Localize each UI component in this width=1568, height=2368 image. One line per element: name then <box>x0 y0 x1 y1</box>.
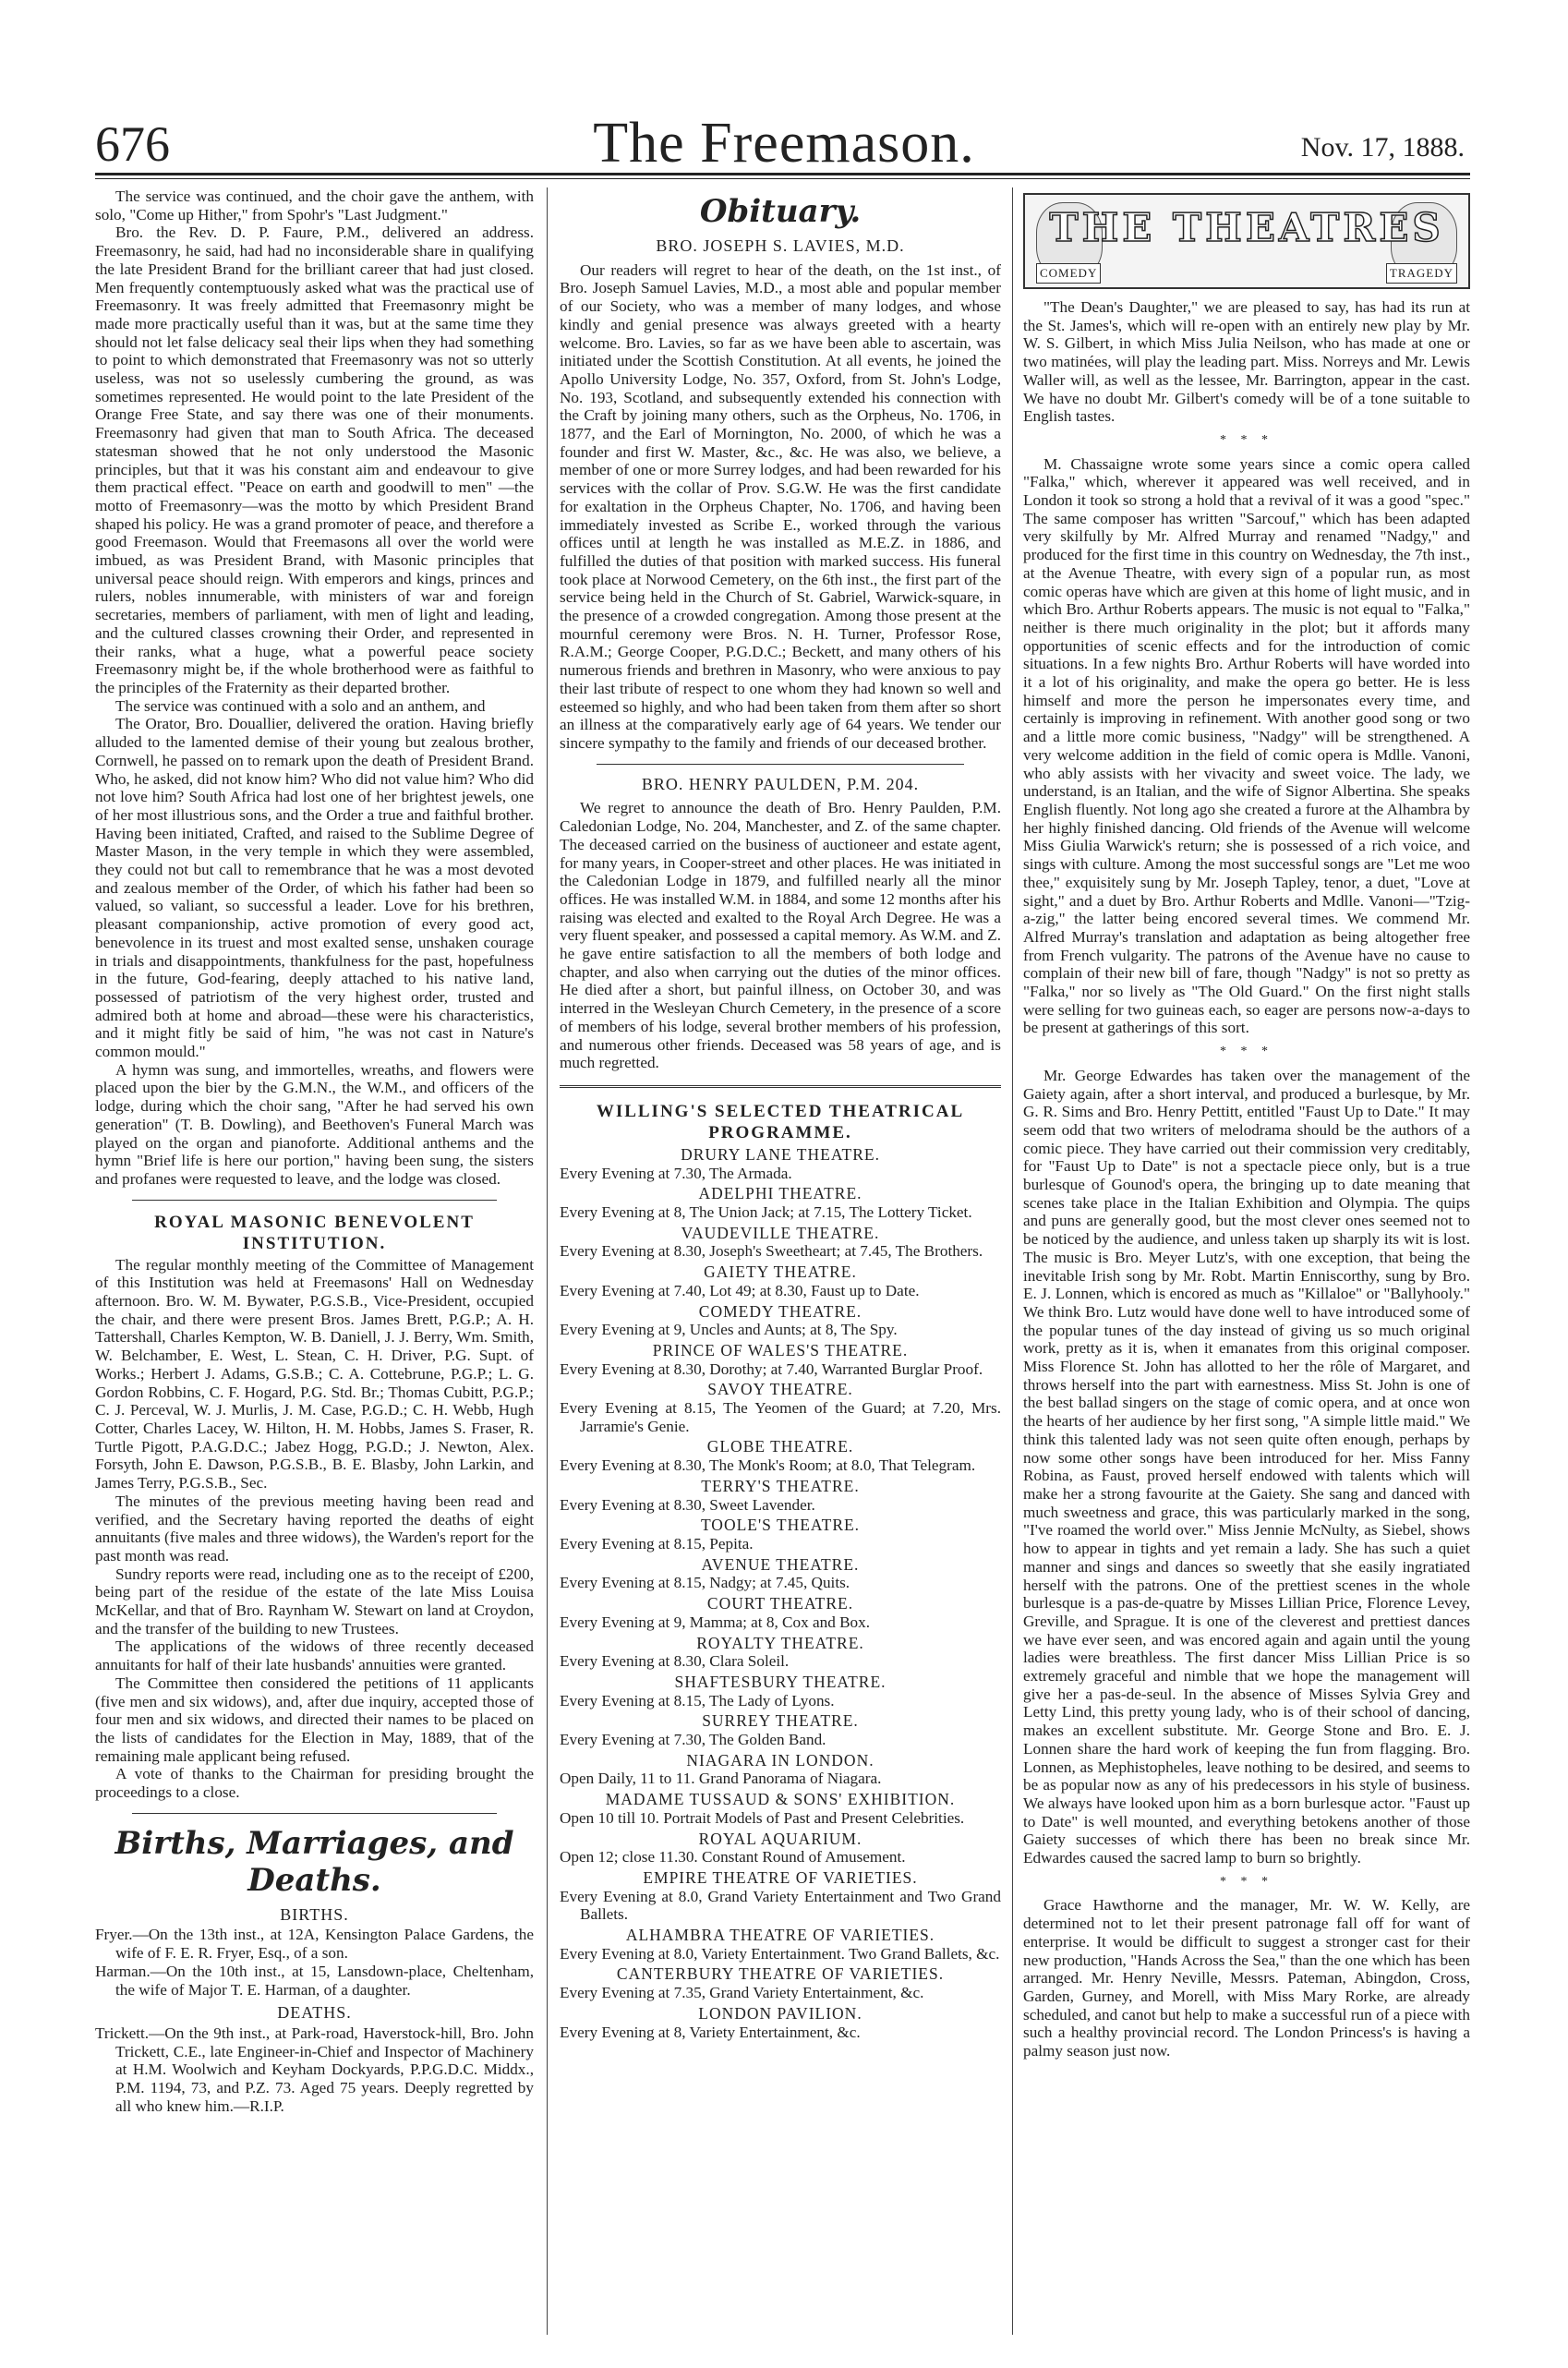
births-heading: BIRTHS. <box>280 1904 349 1924</box>
column-divider <box>547 187 548 2335</box>
paragraph: We regret to announce the death of Bro. Henry Paulden, P.M. Caledonian Lodge, No. 204, Manchester, and Z. of the same chapter. The deceased carried on the business of auctioneer and estate agent, for many years, in Cooper-street and other places. He was initiated in the Caledonian Lodge in 1879, and fulfilled nearly all the minor offices. He was installed W.M. in 1884, and some 12 months after his raising was elected and exalted to the Royal Arch Degree. He was a very fluent speaker, and possessed a capital memory. As W.M. and Z. he gave entire satisfaction to all the members of both lodge and chapter, and also when carrying out the duties of the minor offices. He died after a short, but painful illness, on October 30, and was interred in the Wesleyan Church Cemetery, in the presence of a score of members of his lodge, several brother members of his profession, and numerous other friends. Deceased was 58 years of age, and is much regretted. <box>560 799 1001 1072</box>
deaths-heading: DEATHS. <box>277 2003 352 2023</box>
theatre-name: SHAFTESBURY THEATRE. <box>674 1672 887 1691</box>
section-stars: * * * <box>1220 432 1273 447</box>
theatre-listing: Every Evening at 7.35, Grand Variety Entertainment, &c. <box>560 1984 924 2002</box>
theatre-name: VAUDEVILLE THEATRE. <box>681 1223 880 1242</box>
births-list <box>95 1926 534 1999</box>
paragraph: The service was continued, and the choir gave the anthem, with solo, "Come up Hither," from Spohr's "Last Judgment." <box>95 187 534 224</box>
theatre-name: SAVOY THEATRE. <box>707 1380 853 1399</box>
theatre-listing: Every Evening at 9, Mamma; at 8, Cox and Box. <box>560 1613 871 1631</box>
banner-title: THE THEATRES <box>1049 205 1444 250</box>
column-3 <box>1023 187 1470 2335</box>
masthead-rule <box>95 173 1470 175</box>
obituary-paulden <box>560 799 1001 1072</box>
masthead-rule-thin <box>95 178 1470 179</box>
theatre-listing: Open 12; close 11.30. Constant Round of Amusement. <box>560 1848 906 1867</box>
theatre-listing: Open 10 till 10. Portrait Models of Past and Present Celebrities. <box>560 1808 965 1827</box>
theatres-banner <box>1023 193 1470 289</box>
section-stars: * * * <box>1220 1874 1273 1889</box>
paragraph: The Orator, Bro. Douallier, delivered the oration. Having briefly alluded to the lamented demise of their young but zealous brother, Cornwell, he passed on to remark upon the death of President Brand. Who, he asked, did not know him? Who did not value him? Who did not love him? South Africa had lost one of her brightest jewels, one of her most illustrious sons, and the Order a true and faithful brother. Having been initiated, Crafted, and raised to the Sublime Degree of Master Mason, in the very temple in which they were assembled, they could not but call to remembrance that he was a most devoted and zealous member of the Order, of which his father had been so valued, so valiant, so successful a leader. Love for his brethren, pleasant companionship, active promotion of every good act, benevolence in its truest and most exalted sense, unshaken courage in trials and disappointments, thankfulness for the past, hopefulness in the future, God-fearing, deeply attached to his native land, possessed of patriotism of the very highest order, trusted and admired both at home and abroad—these were his characteristics, and it might fitly be said of him, "he was not cast in Nature's common mould." <box>95 715 534 1061</box>
column-2 <box>560 187 1001 2335</box>
review-deans-daughter <box>1023 298 1470 426</box>
masthead <box>0 0 1568 185</box>
paragraph: The regular monthly meeting of the Committee of Management of this Institution was held at Freemasons' Hall on Wednesday afternoon. Bro. W. M. Bywater, P.G.S.B., Vice-President, occupied the chair, and there were present Bros. James Brett, P.G.P.; A. H. Tattershall, Charles Kempton, W. B. Daniell, J. J. Berry, Wm. Smith, W. Belchamber, E. West, L. Stean, C. H. Driver, P.G. Supt. of Works.; Herbert J. Adams, G.S.B.; C. A. Cottebrune, P.G.P.; L. G. Gordon Robbins, C. F. Hogard, P.G. Std. Br.; Thomas Cubitt, P.G.P.; C. J. Perceval, W. J. Murlis, J. M. Case, P.G.D.; C. H. Webb, Hugh Cotter, Charles Lacey, W. Hilton, H. M. Hobbs, James S. Fraser, R. Turtle Pigott, P.A.G.D.C.; Jabez Hogg, P.G.D.; J. Newton, Alex. Forsyth, John E. Dawson, P.G.S.B., B. E. Blasby, John Larkin, and James Terry, P.G.S.B., Sec. <box>95 1255 534 1492</box>
theatre-name: NIAGARA IN LONDON. <box>686 1750 874 1770</box>
theatre-name: GLOBE THEATRE. <box>706 1437 854 1456</box>
theatre-name: DRURY LANE THEATRE. <box>681 1144 880 1164</box>
theatre-name: TERRY'S THEATRE. <box>701 1476 860 1495</box>
banner-tragedy-label: TRAGEDY <box>1386 263 1457 284</box>
banner-comedy-label: COMEDY <box>1036 263 1101 284</box>
column-divider <box>1012 187 1013 2335</box>
theatre-listing: Every Evening at 7.40, Lot 49; at 8.30, Faust up to Date. <box>560 1281 920 1299</box>
theatre-name: ROYALTY THEATRE. <box>696 1633 864 1652</box>
paragraph: A hymn was sung, and immortelles, wreaths, and flowers were placed upon the bier by the G.M.N., the W.M., and officers of the lodge, during which the choir sang, "After he had served his own generation" (T. B. Dowling), and Beethoven's Funeral March was played on the organ and pianoforte. Additional anthems and the hymn "Brief life is here our portion," having been sung, the sisters and profanes were requested to leave, and the lodge was closed. <box>95 1060 534 1188</box>
theatre-name: ADELPHI THEATRE. <box>698 1184 862 1203</box>
theatre-name: AVENUE THEATRE. <box>701 1554 860 1574</box>
theatre-name: EMPIRE THEATRE OF VARIETIES. <box>643 1867 918 1887</box>
paragraph: Fryer.—On the 13th inst., at 12A, Kensington Palace Gardens, the wife of F. E. R. Fryer, Esq., of a son. <box>95 1926 534 1963</box>
paragraph: The minutes of the previous meeting having been read and verified, and the Secretary having reported the deaths of eight annuitants (five males and three widows), the Warden's report for the past month was read. <box>95 1492 534 1565</box>
lodge-report <box>95 187 534 1189</box>
theatre-name: TOOLE'S THEATRE. <box>700 1516 861 1535</box>
rmbi-report <box>95 1256 534 1802</box>
paragraph: Sundry reports were read, including one as to the receipt of £200, being part of the residue of the estate of the late Miss Louisa McKellar, and that of Bro. Raynham W. Stewart on land at Croydon, and the transfer of the building to new Trustees. <box>95 1565 534 1637</box>
theatre-listing: Open Daily, 11 to 11. Grand Panorama of Niagara. <box>560 1770 882 1788</box>
deaths-list <box>95 2024 534 2116</box>
obituary-heading: Obituary. <box>699 193 862 230</box>
section-divider <box>132 1813 497 1814</box>
theatre-listing: Every Evening at 8.15, Nadgy; at 7.45, Quits. <box>560 1574 850 1592</box>
section-divider <box>597 764 964 765</box>
bmd-heading: Births, Marriages, and Deaths. <box>115 1824 514 1899</box>
theatre-name: CANTERBURY THEATRE OF VARIETIES. <box>616 1964 945 1984</box>
section-divider <box>132 1200 497 1201</box>
issue-date: Nov. 17, 1888. <box>1300 132 1465 163</box>
theatre-name: LONDON PAVILION. <box>698 2003 862 2023</box>
theatre-listing: Every Evening at 8.30, Clara Soleil. <box>560 1652 790 1671</box>
theatre-listing: Every Evening at 8.30, Dorothy; at 7.40, Warranted Burglar Proof. <box>560 1359 983 1378</box>
section-divider <box>560 1085 1001 1088</box>
paragraph: Our readers will regret to hear of the death, on the 1st inst., of Bro. Joseph Samuel Lavies, M.D., a most able and popular member of our Society, who was a member of many lodges, and whose kindly and genial presence was always greeted with a hearty welcome. Bro. Lavies, so far as we have been able to ascertain, was initiated under the Scottish Constitution. At all events, he joined the Apollo University Lodge, No. 357, Oxford, from St. John's Lodge, No. 193, Scotland, and subsequently extended his connection with the Craft by joining many others, such as the Orpheus, No. 1706, in 1877, and the Earl of Mornington, No. 2000, of which he was a founder and first W. Master, &c., &c. He was also, we believe, a member of one or more Surrey lodges, and had been rewarded for his services with the collar of Prov. S.G.W. He was the first candidate for exaltation in the Orpheus Chapter, No. 1706, and having been immediately invested as Scribe E., worked through the various offices until at length he was installed as M.E.Z. in 1886, and fulfilled the duties of that position with marked success. His funeral took place at Norwood Cemetery, on the 6th inst., the first part of the service being held in the Church of St. Gabriel, Warwick-square, in the presence of a crowded congregation. Among those present at the mournful ceremony were Bros. N. H. Turner, Professor Rose, R.A.M.; George Cooper, P.G.D.C.; Beckett, and many others of his numerous friends and brethren in Masonry, who were anxious to pay their last tribute of respect to one whom they had known so well and esteemed so highly, and who had been taken from them after so short an illness at the comparatively early age of 64 years. We tender our sincere sympathy to the family and friends of our deceased brother. <box>560 260 1001 752</box>
paper-title: The Freemason. <box>593 112 975 175</box>
theatre-listing: Every Evening at 8, Variety Entertainment, &c. <box>560 2023 861 2041</box>
paragraph: The applications of the widows of three recently deceased annuitants for half of their late husbands' annuities were granted. <box>95 1637 534 1674</box>
theatre-name: ALHAMBRA THEATRE OF VARIETIES. <box>625 1926 935 1945</box>
theatre-programme <box>560 1146 1001 2041</box>
obituary-lavies <box>560 261 1001 753</box>
review-hands-across-the-sea <box>1023 1896 1470 2060</box>
theatre-listing: Every Evening at 8.30, The Monk's Room; at 8.0, That Telegram. <box>560 1456 976 1475</box>
theatre-name: SURREY THEATRE. <box>702 1711 859 1731</box>
rmbi-heading: ROYAL MASONIC BENEVOLENT INSTITUTION. <box>154 1212 475 1253</box>
theatre-name: COURT THEATRE. <box>706 1594 854 1613</box>
theatre-listing: Every Evening at 8.15, The Lady of Lyons. <box>560 1691 835 1710</box>
paragraph: "The Dean's Daughter," we are pleased to say, has had its run at the St. James's, which will re-open with an entirely new play by Mr. W. S. Gilbert, in which Miss Julia Neilson, who has made at one or two matinées, will play the leading part. Miss. Norreys and Mr. Lewis Waller will, as well as the lessee, Mr. Barrington, appear in the cast. We have no doubt Mr. Gilbert's comedy will be of a tone suitable to English tastes. <box>1023 298 1470 426</box>
theatre-listing: Every Evening at 8.0, Grand Variety Entertainment and Two Grand Ballets. <box>560 1887 1001 1924</box>
theatre-listing: Every Evening at 8.30, Sweet Lavender. <box>560 1495 815 1514</box>
paragraph: The service was continued with a solo and an anthem, and <box>115 696 486 715</box>
theatre-listing: Every Evening at 8.15, The Yeomen of the Guard; at 7.20, Mrs. Jarramie's Genie. <box>560 1399 1001 1435</box>
paragraph: Bro. the Rev. D. P. Faure, P.M., delivered an address. Freemasonry, he said, had had no inconsiderable share in qualifying the late President Brand for the brilliant career that had just closed. Men frequently contemptuously asked what was the practical use of Freemasonry. It was freely admitted that Freemasonry might be made more practically useful than it was, but at the same time they should not let false delicacy seal their lips when they had something to point to which demonstrated that Freemasonry was not so utterly useless, was not so uselessly cumbering the ground, as was sometimes represented. He would point to the late President of the Orange Free State, and say there was one of their monuments. Freemasonry had given that man to South Africa. The deceased statesman showed that he not only understood the Masonic principles, but that it was his constant aim and endeavour to give them practical effect. "Peace on earth and goodwill to men" —the motto of Freemasonry—was the motto by which President Brand shaped his policy. He was a grand promoter of peace, and therefore a good Freemason. Would that Freemasons all over the world were imbued, as was President Brand, with Masonic principles that universal peace should reign. With emperors and kings, princes and rulers, nobles innumerable, with ministers of war and foreign secretaries, members of parliament, with men of light and leading, and the cultured classes crowning their Order, and represented in their ranks, what a huge, what a powerful peace society Freemasonry might be, if the whole brotherhood were as faithful to the principles of the Fraternity as their departed brother. <box>95 224 534 696</box>
theatre-listing: Every Evening at 8.30, Joseph's Sweetheart; at 7.45, The Brothers. <box>560 1242 983 1261</box>
paragraph: M. Chassaigne wrote some years since a comic opera called "Falka," which, wherever it appeared was well received, and in London it took so strong a hold that a revival of it was a good "spec." The same composer has written "Sarcouf," which has been adapted very skilfully by Mr. Alfred Murray and renamed "Nadgy," and produced for the first time in this country on Wednesday, the 7th inst., at the Avenue Theatre, with every sign of a popular run, as most comic operas have which are given at this home of light music, and in which Bro. Arthur Roberts appears. The music is not equal to "Falka," neither is there much originality in the plot; but it affords many opportunities of scenic effects and for the introduction of comic situations. In a few nights Bro. Arthur Roberts will have worded into it a lot of his originality, and make the opera go better. He is less himself and more the person he impersonates every time, and certainly is improving in refinement. With another good song or two and a little more comic business, "Nadgy" will be strengthened. A very welcome addition in the field of comic opera is Mdlle. Vanoni, who ably assists with her vivacity and sweet voice. The lady, we understand, is an Italian, and the wife of Signor Albertina. She speaks English fluently. Not long ago she created a furore at the Alhambra by her highly finished dancing. Old friends of the Avenue will welcome Miss Giulia Warwick's return; she is possessed of a rich voice, and sings with culture. Among the most successful songs are "Let me woo thee," exquisitely sung by Mr. Joseph Tapley, tenor, a duet, "Love at sight," and a duet by Bro. Arthur Roberts and Mdlle. Vanoni—"Tzig-a-zig," the latter being encored several times. We commend Mr. Alfred Murray's translation and adaptation as being altogether free from French vulgarity. The patrons of the Avenue have no cause to complain of their new bill of fare, though "Nadgy" is not so pretty as "Falka," nor so lively as "The Old Guard." On the first night stalls were selling for two guineas each, so eager are persons now-a-days to be present at gatherings of this sort. <box>1023 454 1470 1037</box>
theatre-listing: Every Evening at 7.30, The Armada. <box>560 1164 792 1182</box>
theatre-listing: Every Evening at 8, The Union Jack; at 7.15, The Lottery Ticket. <box>560 1203 972 1222</box>
paragraph: Trickett.—On the 9th inst., at Park-road, Haverstock-hill, Bro. John Trickett, C.E., late Engineer-in-Chief and Inspector of Machinery at H.M. Woolwich and Keyham Dockyards, P.P.G.D.C. Middx., P.M. 1194, 73, and P.Z. 73. Aged 75 years. Deeply regretted by all who knew him.—R.I.P. <box>95 2024 534 2115</box>
paragraph: Mr. George Edwardes has taken over the management of the Gaiety again, after a short interval, and produced a burlesque, by Mr. G. R. Sims and Bro. Henry Pettitt, entitled "Faust Up to Date." It may seem odd that two writers of melodrama should be the authors of a comic piece. They have carried out their commission very creditably, for "Faust Up to Date" is not a spectacle piece only, but is a true burlesque of Gounod's opera, the bringing up to date meaning that scenes take place in the Italian Exhibition and Olympia. The quips and puns are generally good, but the most clever ones seemed not to be noticed by the audience, and unless taken up sharply its wit is lost. The music is Bro. Meyer Lutz's, with one exception, that being the inevitable Irish song by Mr. Robt. Martin Enniscorthy, sung by Bro. E. J. Lonnen, which is encored as much as "Killaloe" or "Ballyhooly." We think Bro. Lutz would have done well to have introduced some of the popular tunes of the day instead of giving us so much original work, pretty as it is, when it emanates from this original composer. Miss Florence St. John has allotted to her the rôle of Margaret, and throws herself into the part with earnestness. Miss St. John is one of the best ballad singers on the stage of comic opera, and at once won the hearts of her audience by her first song, "A simple little maid." We think this talented lady was not seen quite often enough, perhaps by now some other songs have been introduced for her. Miss Fanny Robina, as Faust, proved herself endowed with talents which will make her a strong favourite at the Gaiety. She sang and danced with much sweetness and grace, this was particularly marked in the song, "I've roamed the world over." Miss Jennie McNulty, as Siebel, shows how to appear in tights and yet remain a lady. She has such a quiet manner and sings and dances so sweetly that she easily ingratiated herself with the patrons. One of the prettiest scenes in the whole burlesque is a pas-de-quatre by Misses Lillian Price, Florence Levey, Greville, and Sprague. It is one of the cleverest and prettiest dances we have ever seen, and was encored again and again until the young ladies were breathless. The first dancer Miss Lillian Price is so extremely graceful and nimble that we hope the management will give her a pas-de-seul. In the absence of Misses Sylvia Grey and Letty Lind, this pretty young lady, who is of their school of dancing, makes an excellent substitute. Mr. George Stone and Bro. E. J. Lonnen share the hard work of keeping the fun from flagging. Bro. Lonnen, as Mephistopheles, leave nothing to be desired, and seems to be as popular now as any of his predecessors in his style of business. We always have looked upon him as a born burlesque actor. "Faust up to Date" is well mounted, and everything betokens another of those Gaiety successes of which there has been no break since Mr. Edwardes caused the sacred lamp to burn so brightly. <box>1023 1066 1470 1867</box>
theatre-name: MADAME TUSSAUD & SONS' EXHIBITION. <box>605 1790 956 1809</box>
theatre-name: COMEDY THEATRE. <box>698 1301 862 1321</box>
theatre-name: GAIETY THEATRE. <box>704 1263 857 1282</box>
paragraph: A vote of thanks to the Chairman for presiding brought the proceedings to a close. <box>95 1765 534 1802</box>
theatre-name: ROYAL AQUARIUM. <box>698 1829 862 1848</box>
review-nadgy <box>1023 455 1470 1038</box>
review-faust-up-to-date <box>1023 1067 1470 1867</box>
theatre-listing: Every Evening at 8.15, Pepita. <box>560 1535 754 1552</box>
page-number: 676 <box>95 116 170 172</box>
column-1 <box>95 187 534 2335</box>
programme-heading: WILLING'S SELECTED THEATRICAL PROGRAMME. <box>596 1101 965 1142</box>
obituary-name: BRO. JOSEPH S. LAVIES, M.D. <box>656 236 905 255</box>
theatre-name: PRINCE OF WALES'S THEATRE. <box>652 1340 909 1359</box>
theatre-listing: Every Evening at 8.0, Variety Entertainment. Two Grand Ballets, &c. <box>560 1944 1000 1963</box>
theatre-listing: Every Evening at 7.30, The Golden Band. <box>560 1731 826 1749</box>
obituary-name: BRO. HENRY PAULDEN, P.M. 204. <box>641 774 920 793</box>
theatre-listing: Every Evening at 9, Uncles and Aunts; at 8, The Spy. <box>560 1321 898 1339</box>
paragraph: Harman.—On the 10th inst., at 15, Lansdown-place, Cheltenham, the wife of Major T. E. Harman, of a daughter. <box>95 1962 534 1999</box>
paragraph: The Committee then considered the petitions of 11 applicants (five men and six widows), and, after due inquiry, accepted those of four men and six widows, and directed their names to be placed on the lists of candidates for the Election in May, 1889, that of the remaining male applicant being refused. <box>95 1673 534 1765</box>
paragraph: Grace Hawthorne and the manager, Mr. W. W. Kelly, are determined not to let their present patronage fall off for want of enterprise. It would be difficult to suggest a stronger cast for their new production, "Hands Across the Sea," than the one which has been arranged. Mr. Henry Neville, Messrs. Pateman, Abingdon, Cross, Garden, Gurney, and Morell, with Miss Mary Rorke, are already scheduled, and canot but help to make a successful run of a piece with such a healthy provincial record. The London Princess's is having a palmy season just now. <box>1023 1896 1470 2060</box>
section-stars: * * * <box>1220 1045 1273 1059</box>
